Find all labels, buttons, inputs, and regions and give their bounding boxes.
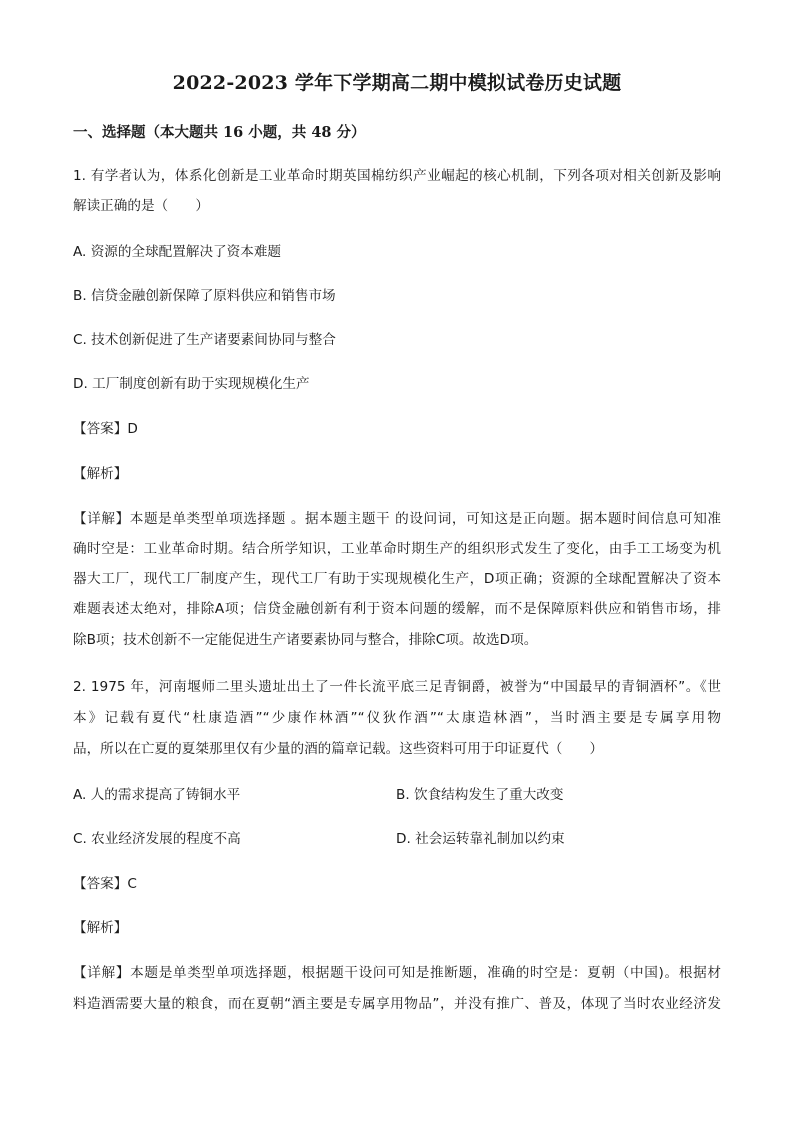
q2-stem-line-1: 2. 1975 年，河南堰师二里头遗址出土了一件长流平底三足青铜爵，被誉为“中国最早的青铜酒杯”。《世	[73, 679, 721, 695]
q1-option-c: C. 技术创新促进了生产诸要素间协同与整合	[73, 332, 336, 348]
q1-detail-line-1: 【详解】本题是单类型单项选择题 。据本题主题干 的设问词，可知这是正向题。据本题时间信息可知准	[73, 511, 721, 527]
q2-detail-line-1: 【详解】本题是单类型单项选择题，根据题干设问可知是推断题，准确的时空是：夏朝（中国)。根据材	[73, 965, 721, 981]
q2-answer: 【答案】C	[73, 876, 137, 892]
q1-option-d: D. 工厂制度创新有助于实现规模化生产	[73, 376, 310, 392]
q1-detail-line-4: 难题表述太绝对，排除A项；信贷金融创新有利于资本问题的缓解，而不是保障原料供应和销售市场，排	[73, 601, 721, 617]
q2-option-a: A. 人的需求提高了铸铜水平	[73, 787, 241, 803]
q2-stem-line-3: 品，所以在亡夏的夏桀那里仅有少量的酒的篇章记载。这些资料可用于印证夏代（ ）	[73, 741, 604, 757]
q2-analysis-label: 【解析】	[73, 920, 128, 936]
q1-answer: 【答案】D	[73, 421, 138, 437]
q1-option-b: B. 信贷金融创新保障了原料供应和销售市场	[73, 288, 336, 304]
q1-stem-line-1: 1. 有学者认为，体系化创新是工业革命时期英国棉纺织产业崛起的核心机制，下列各项对相关创新及影响	[73, 168, 721, 184]
q1-stem-line-2: 解读正确的是（ ）	[73, 198, 209, 214]
q2-stem-line-2: 本》记载有夏代“杜康造酒”“少康作林酒”“仪狄作酒”“太康造林酒”，当时酒主要是专属享用物	[73, 710, 721, 726]
q1-detail-line-3: 器大工厂，现代工厂制度产生，现代工厂有助于实现规模化生产，D项正确；资源的全球配置解决了资本	[73, 571, 721, 587]
q1-option-a: A. 资源的全球配置解决了资本难题	[73, 244, 282, 260]
q2-detail-line-2: 料造酒需要大量的粮食，而在夏朝“酒主要是专属享用物品”，并没有推广、普及，体现了当时农业经济发	[73, 996, 721, 1012]
q1-detail-line-5: 除B项；技术创新不一定能促进生产诸要素协同与整合，排除C项。故选D项。	[73, 632, 538, 648]
q2-option-d: D. 社会运转靠礼制加以约束	[396, 831, 565, 847]
q1-analysis-label: 【解析】	[73, 466, 128, 482]
q2-option-c: C. 农业经济发展的程度不高	[73, 831, 241, 847]
q2-option-b: B. 饮食结构发生了重大改变	[396, 787, 564, 803]
section-heading: 一、选择题（本大题共 16 小题，共 48 分）	[73, 124, 366, 141]
q1-detail-line-2: 确时空是：工业革命时期。结合所学知识，工业革命时期生产的组织形式发生了变化，由手工工场变为机	[73, 541, 721, 557]
page-title: 2022-2023 学年下学期高二期中模拟试卷历史试题	[172, 72, 622, 94]
